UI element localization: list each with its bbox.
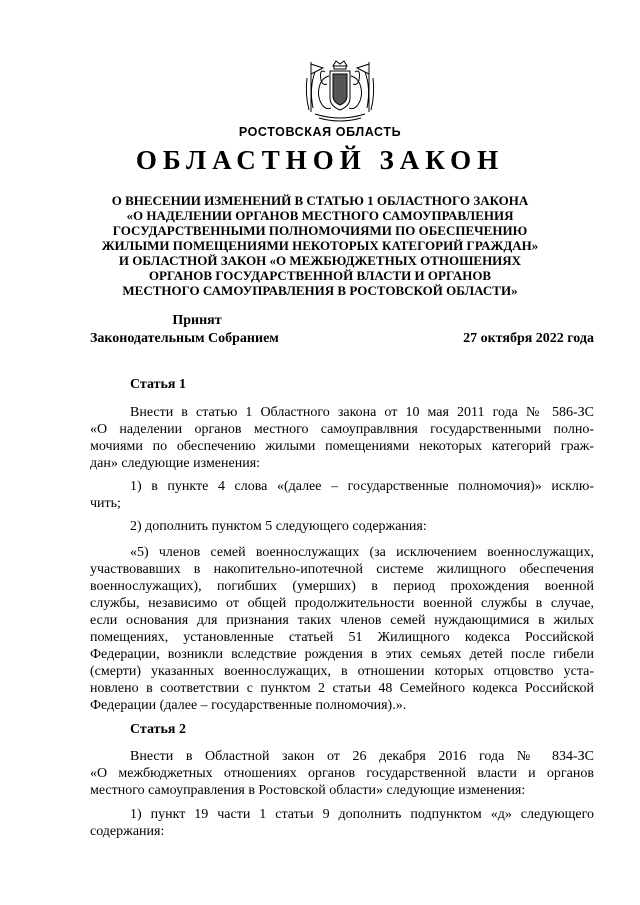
text-line: 2) дополнить пунктом 5 следующего содержания: [130,519,427,534]
law-title: ОБЛАСТНОЙ ЗАКОН [135,145,505,175]
text-line: если основания для признания таких членов семей нуждающимися в жилых [90,613,594,628]
text-line: «О наделении органов местного самоуправлвния государственными полно- [90,422,594,437]
text-line: Внести в статью 1 Областного закона от 10 мая 2011 года № 586-ЗС [130,405,594,420]
adoption-date: 27 октября 2022 года [463,331,594,346]
text-line: Федерации, возникли вследствие рождения в этих семьях детей после гибели [90,647,594,662]
region-name: РОСТОВСКАЯ ОБЛАСТЬ [238,125,402,139]
text-line: местного самоуправления в Ростовской области» следующие изменения: [90,783,526,798]
text-line: участвовавших в накопительно-ипотечной системе жилищного обеспечения [90,562,594,577]
article-1-intro [90,404,594,472]
text-line: мочиями по обеспечению жилыми помещениями некоторых категорий граж- [90,439,594,454]
text-line: новлено в соответствии с пунктом 2 статьи 48 Семейного кодекса Российской [90,681,594,696]
article-2-item-1 [90,806,594,840]
subject-line: ОРГАНОВ ГОСУДАРСТВЕННОЙ ВЛАСТИ И ОРГАНОВ [148,268,492,283]
text-line: службы, независимо от общей продолжительности военной службы в случае, [90,596,594,611]
subject-line: МЕСТНОГО САМОУПРАВЛЕНИЯ В РОСТОВСКОЙ ОБЛАСТИ» [122,283,518,298]
text-line: помещениях, установленные статьей 51 Жилищного кодекса Российской [90,630,594,645]
article-1-quote [90,544,594,714]
text-line: 1) пункт 19 части 1 статьи 9 дополнить подпунктом «д» следующего [130,807,594,822]
article-2-intro [90,748,594,799]
coat-of-arms-icon [297,58,383,124]
article-1-item-1 [90,478,594,512]
text-line: содержания: [90,824,165,839]
text-line: «5) членов семей военнослужащих (за исключением военнослужащих, [130,545,594,560]
text-line: «О межбюджетных отношениях органов государственной власти и органов [90,766,594,781]
text-line: дан» следующие изменения: [90,456,261,471]
law-subject [80,193,560,298]
subject-line: ЖИЛЫМИ ПОМЕЩЕНИЯМИ НЕКОТОРЫХ КАТЕГОРИЙ ГРАЖДАН» [101,238,539,253]
adopted-by: Законодательным Собранием [90,331,279,346]
text-line: 1) в пункте 4 слова «(далее – государственные полномочия)» исклю- [130,479,594,494]
text-line: чить; [90,496,121,511]
text-line: Внести в Областной закон от 26 декабря 2016 года № 834-ЗС [130,749,594,764]
subject-line: О ВНЕСЕНИИ ИЗМЕНЕНИЙ В СТАТЬЮ 1 ОБЛАСТНОГО ЗАКОНА [111,193,529,208]
subject-line: И ОБЛАСТНОЙ ЗАКОН «О МЕЖБЮДЖЕТНЫХ ОТНОШЕНИЯХ [118,253,522,268]
article-1-heading: Статья 1 [130,377,186,392]
article-2-heading: Статья 2 [130,722,186,737]
article-1-item-2 [90,518,594,535]
subject-line: «О НАДЕЛЕНИИ ОРГАНОВ МЕСТНОГО САМОУПРАВЛЕНИЯ [126,208,514,223]
text-line: (смерти) указанных военнослужащих, в отношении которых отцовство уста- [90,664,594,679]
text-line: Федерации (далее – государственные полномочия).». [90,698,407,713]
text-line: военнослужащих), погибших (умерших) в период прохождения военной [90,579,594,594]
adopted-label: Принят [172,313,222,328]
subject-line: ГОСУДАРСТВЕННЫМИ ПОЛНОМОЧИЯМИ ПО ОБЕСПЕЧЕНИЮ [112,223,528,238]
